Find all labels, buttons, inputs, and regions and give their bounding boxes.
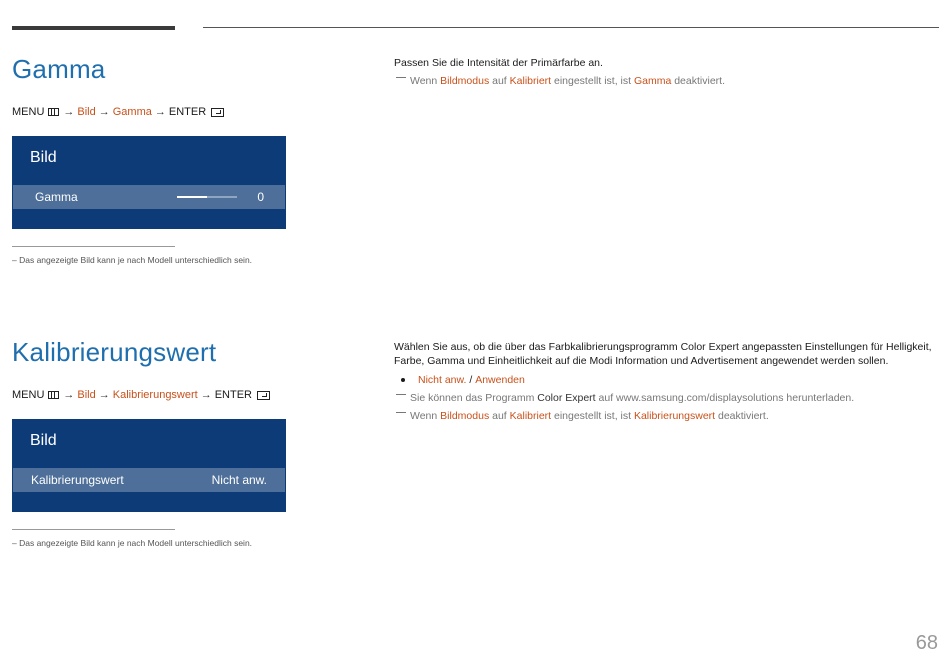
menu-label: MENU (12, 389, 45, 401)
description-text (394, 340, 942, 368)
description-part: angepassten Einstellungen für Helligkeit, Farbe, Gamma und Einheitlichkeit auf die Modi Information und Advertisement angewendet werden sollen. (394, 341, 932, 367)
hint-term-bildmodus: Bildmodus (440, 75, 490, 87)
osd-row-gamma (13, 185, 285, 209)
menu-path-bild: Bild (77, 389, 96, 401)
description-column (394, 56, 942, 88)
arrow-icon: → (63, 106, 75, 118)
osd-screenshot (12, 419, 286, 512)
hint-text (410, 391, 854, 405)
image-note: – Das angezeigte Bild kann je nach Modell unterschiedlich sein. (12, 255, 253, 265)
option-nicht-anw: Nicht anw. (418, 374, 467, 386)
hint-suffix: auf www.samsung.com/displaysolutions herunterladen. (595, 392, 855, 404)
hint-dash-icon (396, 394, 406, 395)
menu-icon (48, 391, 59, 399)
menu-label: MENU (12, 106, 45, 118)
hint-term-gamma: Gamma (633, 75, 672, 87)
note-divider (12, 529, 175, 530)
description-program-name: Color Expert (680, 341, 739, 353)
menu-path-bild: Bild (77, 106, 96, 118)
hint-dash-icon (396, 412, 406, 413)
menu-path (12, 389, 270, 401)
arrow-icon: → (98, 389, 110, 401)
hint-note (394, 74, 942, 88)
hint-mid: eingestellt ist, ist (551, 410, 634, 422)
option-anwenden: Anwenden (475, 374, 525, 386)
option-list-item (394, 373, 942, 387)
hint-mid: auf (489, 75, 510, 87)
menu-path (12, 106, 224, 118)
enter-icon (257, 391, 270, 400)
option-separator: / (466, 374, 476, 386)
bullet-icon (401, 378, 405, 382)
description-part: Wählen Sie aus, ob die über das Farbkalibrierungsprogramm (394, 341, 681, 353)
enter-label: ENTER (214, 389, 252, 401)
hint-prefix: Sie können das Programm (410, 392, 538, 404)
osd-title: Bild (30, 432, 57, 449)
gamma-slider (177, 196, 237, 198)
hint-suffix: deaktiviert. (715, 410, 769, 422)
hint-prefix: Wenn (410, 410, 441, 422)
hint-note (394, 391, 942, 405)
enter-icon (211, 108, 224, 117)
hint-term-kalibriert: Kalibriert (509, 75, 552, 87)
hint-dash-icon (396, 77, 406, 78)
hint-program-name: Color Expert (537, 392, 596, 404)
hint-mid: auf (489, 410, 510, 422)
menu-path-item: Kalibrierungswert (112, 389, 198, 401)
menu-icon (48, 108, 59, 116)
section-heading: Kalibrierungswert (12, 337, 217, 367)
image-note: – Das angezeigte Bild kann je nach Modell unterschiedlich sein. (12, 538, 253, 548)
gamma-slider-fill (177, 196, 207, 198)
note-divider (12, 246, 175, 247)
hint-suffix: deaktiviert. (671, 75, 725, 87)
hint-term-kalibriert: Kalibriert (509, 410, 552, 422)
header-rule (203, 27, 939, 28)
page-number: 68 (915, 632, 938, 654)
description-text: Passen Sie die Intensität der Primärfarbe an. (394, 57, 603, 69)
arrow-icon: → (154, 106, 166, 118)
osd-row-label: Gamma (35, 190, 78, 204)
hint-text (410, 409, 769, 423)
arrow-icon: → (200, 389, 212, 401)
section-heading: Gamma (12, 54, 106, 84)
arrow-icon: → (98, 106, 110, 118)
hint-term-bildmodus: Bildmodus (440, 410, 490, 422)
hint-note (394, 409, 942, 423)
description-column (394, 340, 942, 423)
osd-row-value: Nicht anw. (211, 473, 267, 487)
hint-mid: eingestellt ist, ist (551, 75, 634, 87)
hint-term-kalibrierungswert: Kalibrierungswert (633, 410, 716, 422)
osd-row-value: 0 (257, 190, 264, 204)
enter-label: ENTER (168, 106, 207, 118)
header-accent-bar (12, 26, 175, 30)
osd-row-label: Kalibrierungswert (31, 473, 124, 487)
hint-text (410, 74, 725, 88)
arrow-icon: → (63, 389, 75, 401)
hint-prefix: Wenn (410, 75, 441, 87)
osd-screenshot (12, 136, 286, 229)
menu-path-item: Gamma (112, 106, 152, 118)
osd-row-kalibrierungswert (13, 468, 285, 492)
osd-title: Bild (30, 149, 57, 166)
